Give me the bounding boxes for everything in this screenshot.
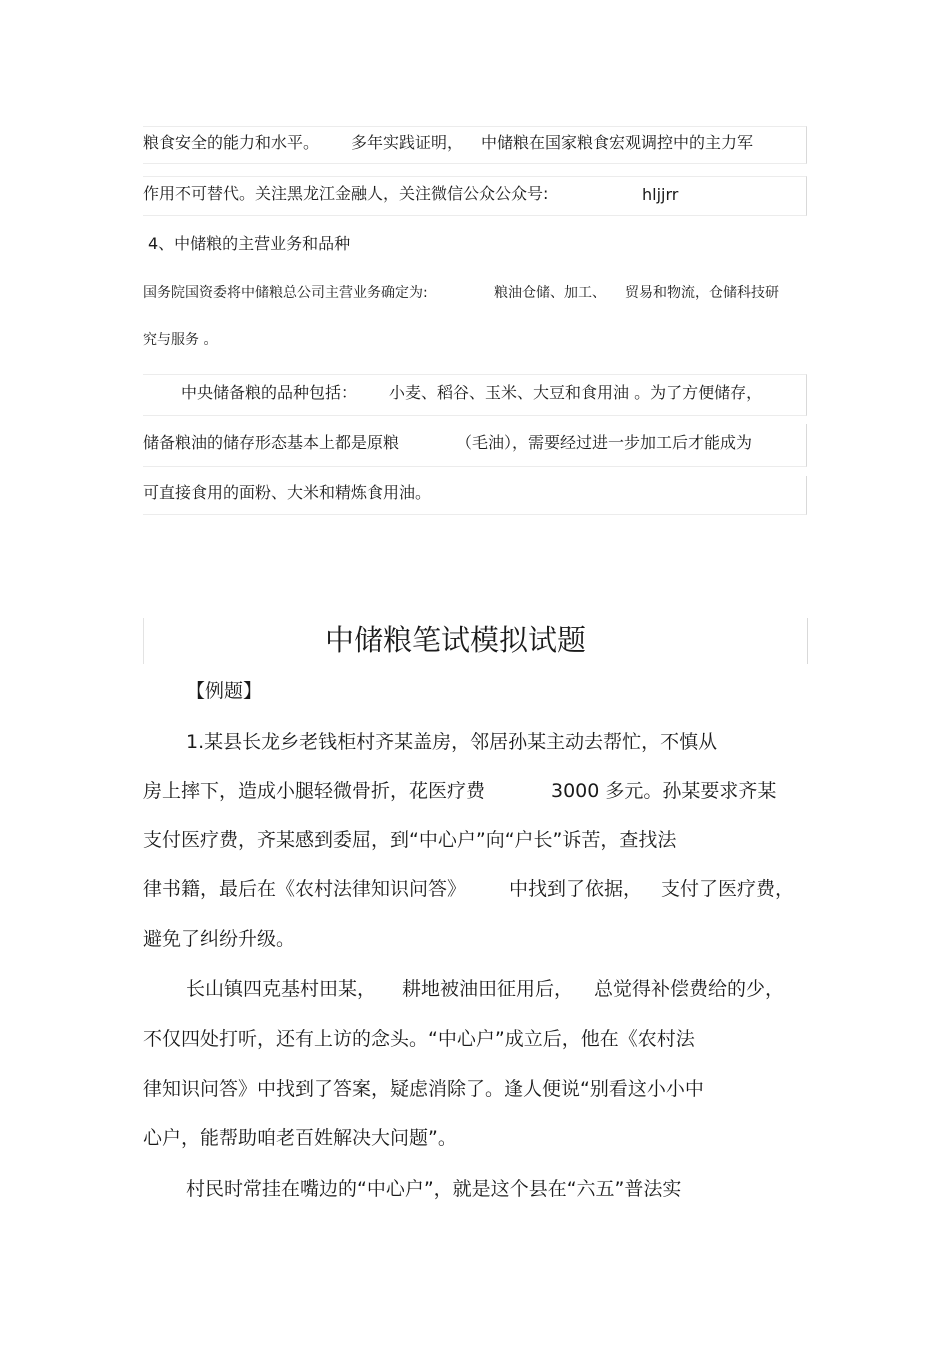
p1-line-2b: 3000 多元。孙某要求齐某: [551, 780, 777, 802]
text-line-6b: （毛油），需要经过进一步加工后才能成为: [456, 433, 753, 452]
p2-line-3: 律知识问答》中找到了答案，疑虑消除了。逢人便说“别看这小小中: [143, 1078, 704, 1100]
text-line-4: 究与服务 。: [143, 332, 218, 348]
p2-line-2: 不仅四处打听，还有上访的念头。“中心户”成立后，他在《农村法: [143, 1028, 695, 1050]
text-line-1a: 粮食安全的能力和水平。: [143, 133, 320, 152]
p2-line-1a: 长山镇四克基村田某，: [186, 978, 377, 1000]
text-line-5a: 中央储备粮的品种包括：: [181, 383, 358, 402]
text-line-3c: 贸易和物流，仓储科技研: [625, 285, 779, 301]
p1-line-4b: 中找到了依据，: [509, 878, 643, 900]
p1-line-4a: 律书籍，最后在《农村法律知识问答》: [143, 878, 467, 900]
text-line-1b: 多年实践证明，: [351, 133, 464, 152]
text-line-3a: 国务院国资委将中储粮总公司主营业务确定为:: [143, 285, 428, 301]
p1-line-5: 避免了纠纷升级。: [143, 928, 296, 950]
section-heading-4: 4、中储粮的主营业务和品种: [148, 234, 351, 253]
page-title: 中储粮笔试模拟试题: [325, 623, 587, 657]
text-line-3b: 粮油仓储、加工、: [494, 285, 606, 301]
text-line-6a: 储备粮油的储存形态基本上都是原粮: [143, 433, 400, 452]
p1-line-2a: 房上摔下，造成小腿轻微骨折，花医疗费: [143, 780, 486, 802]
text-line-5b: 小麦、稻谷、玉米、大豆和食用油 。为了方便储存，: [389, 383, 763, 402]
p1-line-3: 支付医疗费，齐某感到委屈，到“中心户”向“户长”诉苦，查找法: [143, 829, 677, 851]
text-line-2a: 作用不可替代。关注黑龙江金融人，关注微信公众公众号:: [143, 184, 549, 203]
p3-line-1: 村民时常挂在嘴边的“中心户”，就是这个县在“六五”普法实: [186, 1178, 682, 1200]
text-line-1c: 中储粮在国家粮食宏观调控中的主力军: [481, 133, 754, 152]
text-line-7: 可直接食用的面粉、大米和精炼食用油。: [143, 483, 432, 502]
example-label: 【例题】: [186, 680, 263, 702]
p2-line-1b: 耕地被油田征用后，: [402, 978, 574, 1000]
p1-line-1: 1.某县长龙乡老钱柜村齐某盖房，邻居孙某主动去帮忙，不慎从: [186, 731, 718, 753]
p1-line-4c: 支付了医疗费，: [661, 878, 795, 900]
p2-line-1c: 总觉得补偿费给的少，: [594, 978, 785, 1000]
wechat-id: hljjrr: [642, 185, 679, 204]
p2-line-4: 心户，能帮助咱老百姓解决大问题”。: [143, 1127, 457, 1149]
